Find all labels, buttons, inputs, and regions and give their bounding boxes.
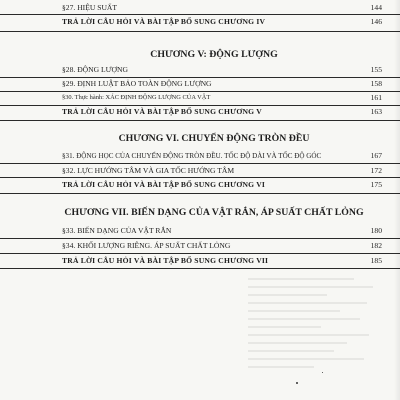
chapter-heading: CHƯƠNG VI. CHUYỂN ĐỘNG TRÒN ĐỀU bbox=[118, 133, 310, 144]
toc-entry-page: 167 bbox=[370, 151, 382, 160]
divider bbox=[0, 120, 400, 121]
divider bbox=[0, 163, 400, 164]
divider bbox=[0, 268, 400, 269]
toc-entry-sec32 bbox=[0, 165, 400, 177]
toc-entry-review7 bbox=[0, 255, 400, 267]
toc-entry-page: 155 bbox=[370, 65, 382, 74]
toc-entry-page: 146 bbox=[370, 17, 382, 26]
divider bbox=[0, 14, 400, 15]
toc-entry-page: 185 bbox=[370, 256, 382, 265]
toc-entry-page: 180 bbox=[370, 226, 382, 235]
show-through-texture bbox=[248, 278, 380, 388]
toc-entry-sec31 bbox=[0, 150, 400, 162]
toc-entry-sec27 bbox=[0, 2, 400, 14]
paper-speck bbox=[296, 382, 298, 384]
toc-entry-title: §28. ĐỘNG LƯỢNG bbox=[62, 65, 129, 74]
toc-entry-page: 182 bbox=[370, 241, 382, 250]
divider bbox=[0, 193, 400, 194]
toc-entry-review5 bbox=[0, 106, 400, 118]
divider bbox=[0, 238, 400, 239]
toc-entry-page: 161 bbox=[370, 93, 382, 102]
toc-entry-sec33 bbox=[0, 225, 400, 237]
divider bbox=[0, 253, 400, 254]
toc-entry-title: §34. KHỐI LƯỢNG RIÊNG. ÁP SUẤT CHẤT LỎNG bbox=[62, 241, 231, 250]
toc-entry-title: §27. HIỆU SUẤT bbox=[62, 3, 118, 12]
toc-entry-title: TRẢ LỜI CÂU HỎI VÀ BÀI TẬP BỔ SUNG CHƯƠNG IV bbox=[62, 17, 266, 26]
toc-entry-title: TRẢ LỜI CÂU HỎI VÀ BÀI TẬP BỔ SUNG CHƯƠNG VII bbox=[62, 256, 269, 265]
toc-entry-page: 144 bbox=[370, 3, 382, 12]
paper-speck bbox=[322, 372, 323, 373]
toc-entry-title: TRẢ LỜI CÂU HỎI VÀ BÀI TẬP BỔ SUNG CHƯƠNG V bbox=[62, 107, 262, 116]
toc-entry-title: §32. LỰC HƯỚNG TÂM VÀ GIA TỐC HƯỚNG TÂM bbox=[62, 166, 235, 175]
toc-entry-title: §33. BIẾN DẠNG CỦA VẬT RẮN bbox=[62, 226, 172, 235]
toc-entry-review6 bbox=[0, 179, 400, 191]
toc-entry-title: §29. ĐỊNH LUẬT BẢO TOÀN ĐỘNG LƯỢNG bbox=[62, 79, 212, 88]
toc-entry-review4 bbox=[0, 16, 400, 28]
toc-entry-page: 172 bbox=[370, 166, 382, 175]
toc-entry-page: 163 bbox=[370, 107, 382, 116]
divider bbox=[0, 31, 400, 32]
toc-entry-title: §30. Thực hành: XÁC ĐỊNH ĐỘNG LƯỢNG CỦA VẬT bbox=[62, 94, 211, 101]
toc-entry-sec29 bbox=[0, 78, 400, 90]
toc-entry-sec34 bbox=[0, 240, 400, 252]
divider bbox=[0, 177, 400, 178]
chapter-heading: CHƯƠNG VII. BIẾN DẠNG CỦA VẬT RẮN, ÁP SUẤT CHẤT LỎNG bbox=[64, 207, 364, 218]
toc-entry-sec28 bbox=[0, 64, 400, 76]
toc-entry-title: §31. ĐỘNG HỌC CỦA CHUYỂN ĐỘNG TRÒN ĐỀU. TỐC ĐỘ DÀI VÀ TỐC ĐỘ GÓC bbox=[62, 152, 322, 160]
chapter-heading: CHƯƠNG V: ĐỘNG LƯỢNG bbox=[150, 49, 278, 60]
toc-entry-page: 158 bbox=[370, 79, 382, 88]
toc-entry-page: 175 bbox=[370, 180, 382, 189]
page-edge-shadow bbox=[394, 0, 400, 400]
toc-entry-title: TRẢ LỜI CÂU HỎI VÀ BÀI TẬP BỔ SUNG CHƯƠNG VI bbox=[62, 180, 266, 189]
toc-entry-sec30 bbox=[0, 92, 400, 104]
